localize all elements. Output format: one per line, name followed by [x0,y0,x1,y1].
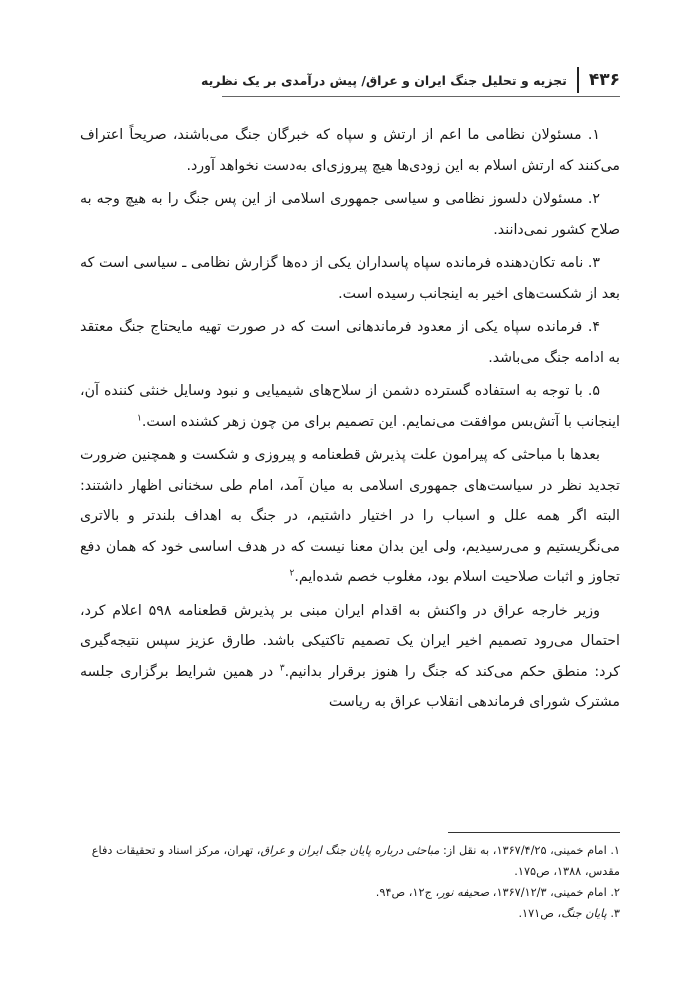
paragraph [80,248,620,309]
footnote-text: ، ج۱۲، ص۹۴. [375,886,440,899]
page-number: ۴۳۶ [588,70,620,90]
footnote [80,840,620,882]
paragraph-text: ۴. فرمانده سپاه یکی از معدود فرماندهانی است که در صورت تهیه مایحتاج جنگ معتقد به ادامه جنگ می‌باشد. [80,319,620,366]
header-underline [222,96,620,97]
footnote-text: ، تهران، مرکز اسناد و تحقیقات دفاع مقدس، ۱۳۸۸، ص۱۷۵. [91,844,620,878]
paragraph-text: بعدها با مباحثی که پیرامون علت پذیرش قطعنامه و پیروزی و شکست و همچنین ضرورت تجدید نظر در سیاست‌های جمهوری اسلامی به میان آمد، امام طی سخنانی اظهار داشتند: البته اگر همه علل و اسباب را در اختیار داشتیم، در جنگ به اهداف بلندتر و بالاتری می‌نگریستیم و می‌رسیدیم، ولی این بدان معنا نیست که در هدف اساسی خود که همان دفع تجاوز و اثبات صلاحیت اسلام بود، مغلوب خصم شده‌ایم. [80,447,620,585]
main-text [80,120,620,721]
footnote-text: ، ص۱۷۱. [518,907,562,920]
paragraph-text-continued: در همین شرایط برگزاری جلسه مشترک شورای فرماندهی انقلاب عراق به ریاست [80,663,620,710]
header-divider [577,67,579,93]
footnote-source-title: صحیفه نور [439,886,490,899]
footnote-marker: ۱ [137,412,142,423]
paragraph-text: ۱. مسئولان نظامی ما اعم از ارتش و سپاه که خبرگان جنگ می‌باشند، صریحاً اعتراف می‌کنند که ارتش اسلام به این زودی‌ها هیچ پیروزی‌ای به‌دست نخواهد آورد. [80,127,620,174]
footnotes [80,840,620,924]
paragraph-text: ۵. با توجه به استفاده گسترده دشمن از سلاح‌های شیمیایی و نبود وسایل خنثی کننده آن، اینجانب با آتش‌بس موافقت می‌نمایم. این تصمیم برای من چون زهر کشنده است. [80,383,620,430]
footnote-source-title: مباحثی درباره پایان جنگ ایران و عراق [260,844,440,857]
running-header [80,66,620,94]
paragraph-text: وزیر خارجه عراق در واکنش به اقدام ایران مبنی بر پذیرش قطعنامه ۵۹۸ اعلام کرد، احتمال می‌رود تصمیم اخیر ایران یک تصمیم تاکتیکی باشد. طارق عزیز سپس نتیجه‌گیری کرد: منطق حکم می‌کند که جنگ را هنوز برقرار بدانیم. [80,602,620,680]
footnote-text: ۲. امام خمینی، ۱۳۶۷/۱۲/۳، [489,886,620,899]
footnote [80,903,620,924]
footnote-source-title: پایان جنگ [561,907,607,920]
footnote-marker: ۲ [289,568,295,579]
footnote [80,882,620,903]
footnote-marker: ۳ [279,662,285,673]
paragraph [80,596,620,718]
paragraph [80,312,620,373]
paragraph [80,440,620,593]
running-title: تجزیه و تحلیل جنگ ایران و عراق/ پیش درآمدی بر یک نظریه [201,72,567,88]
paragraph-text: ۲. مسئولان دلسوز نظامی و سیاسی جمهوری اسلامی از این پس جنگ را به هیچ وجه به صلاح کشور نمی‌دانند. [80,191,620,238]
paragraph [80,376,620,437]
footnote-text: ۳. [606,907,620,920]
paragraph [80,120,620,181]
footnote-text: ۱. امام خمینی، ۱۳۶۷/۴/۲۵، به نقل از: [439,844,620,857]
footnote-separator [448,832,620,833]
paragraph [80,184,620,245]
paragraph-text: ۳. نامه تکان‌دهنده فرمانده سپاه پاسداران یکی از ده‌ها گزارش نظامی ـ سیاسی است که بعد از شکست‌های اخیر به اینجانب رسیده است. [80,255,620,302]
